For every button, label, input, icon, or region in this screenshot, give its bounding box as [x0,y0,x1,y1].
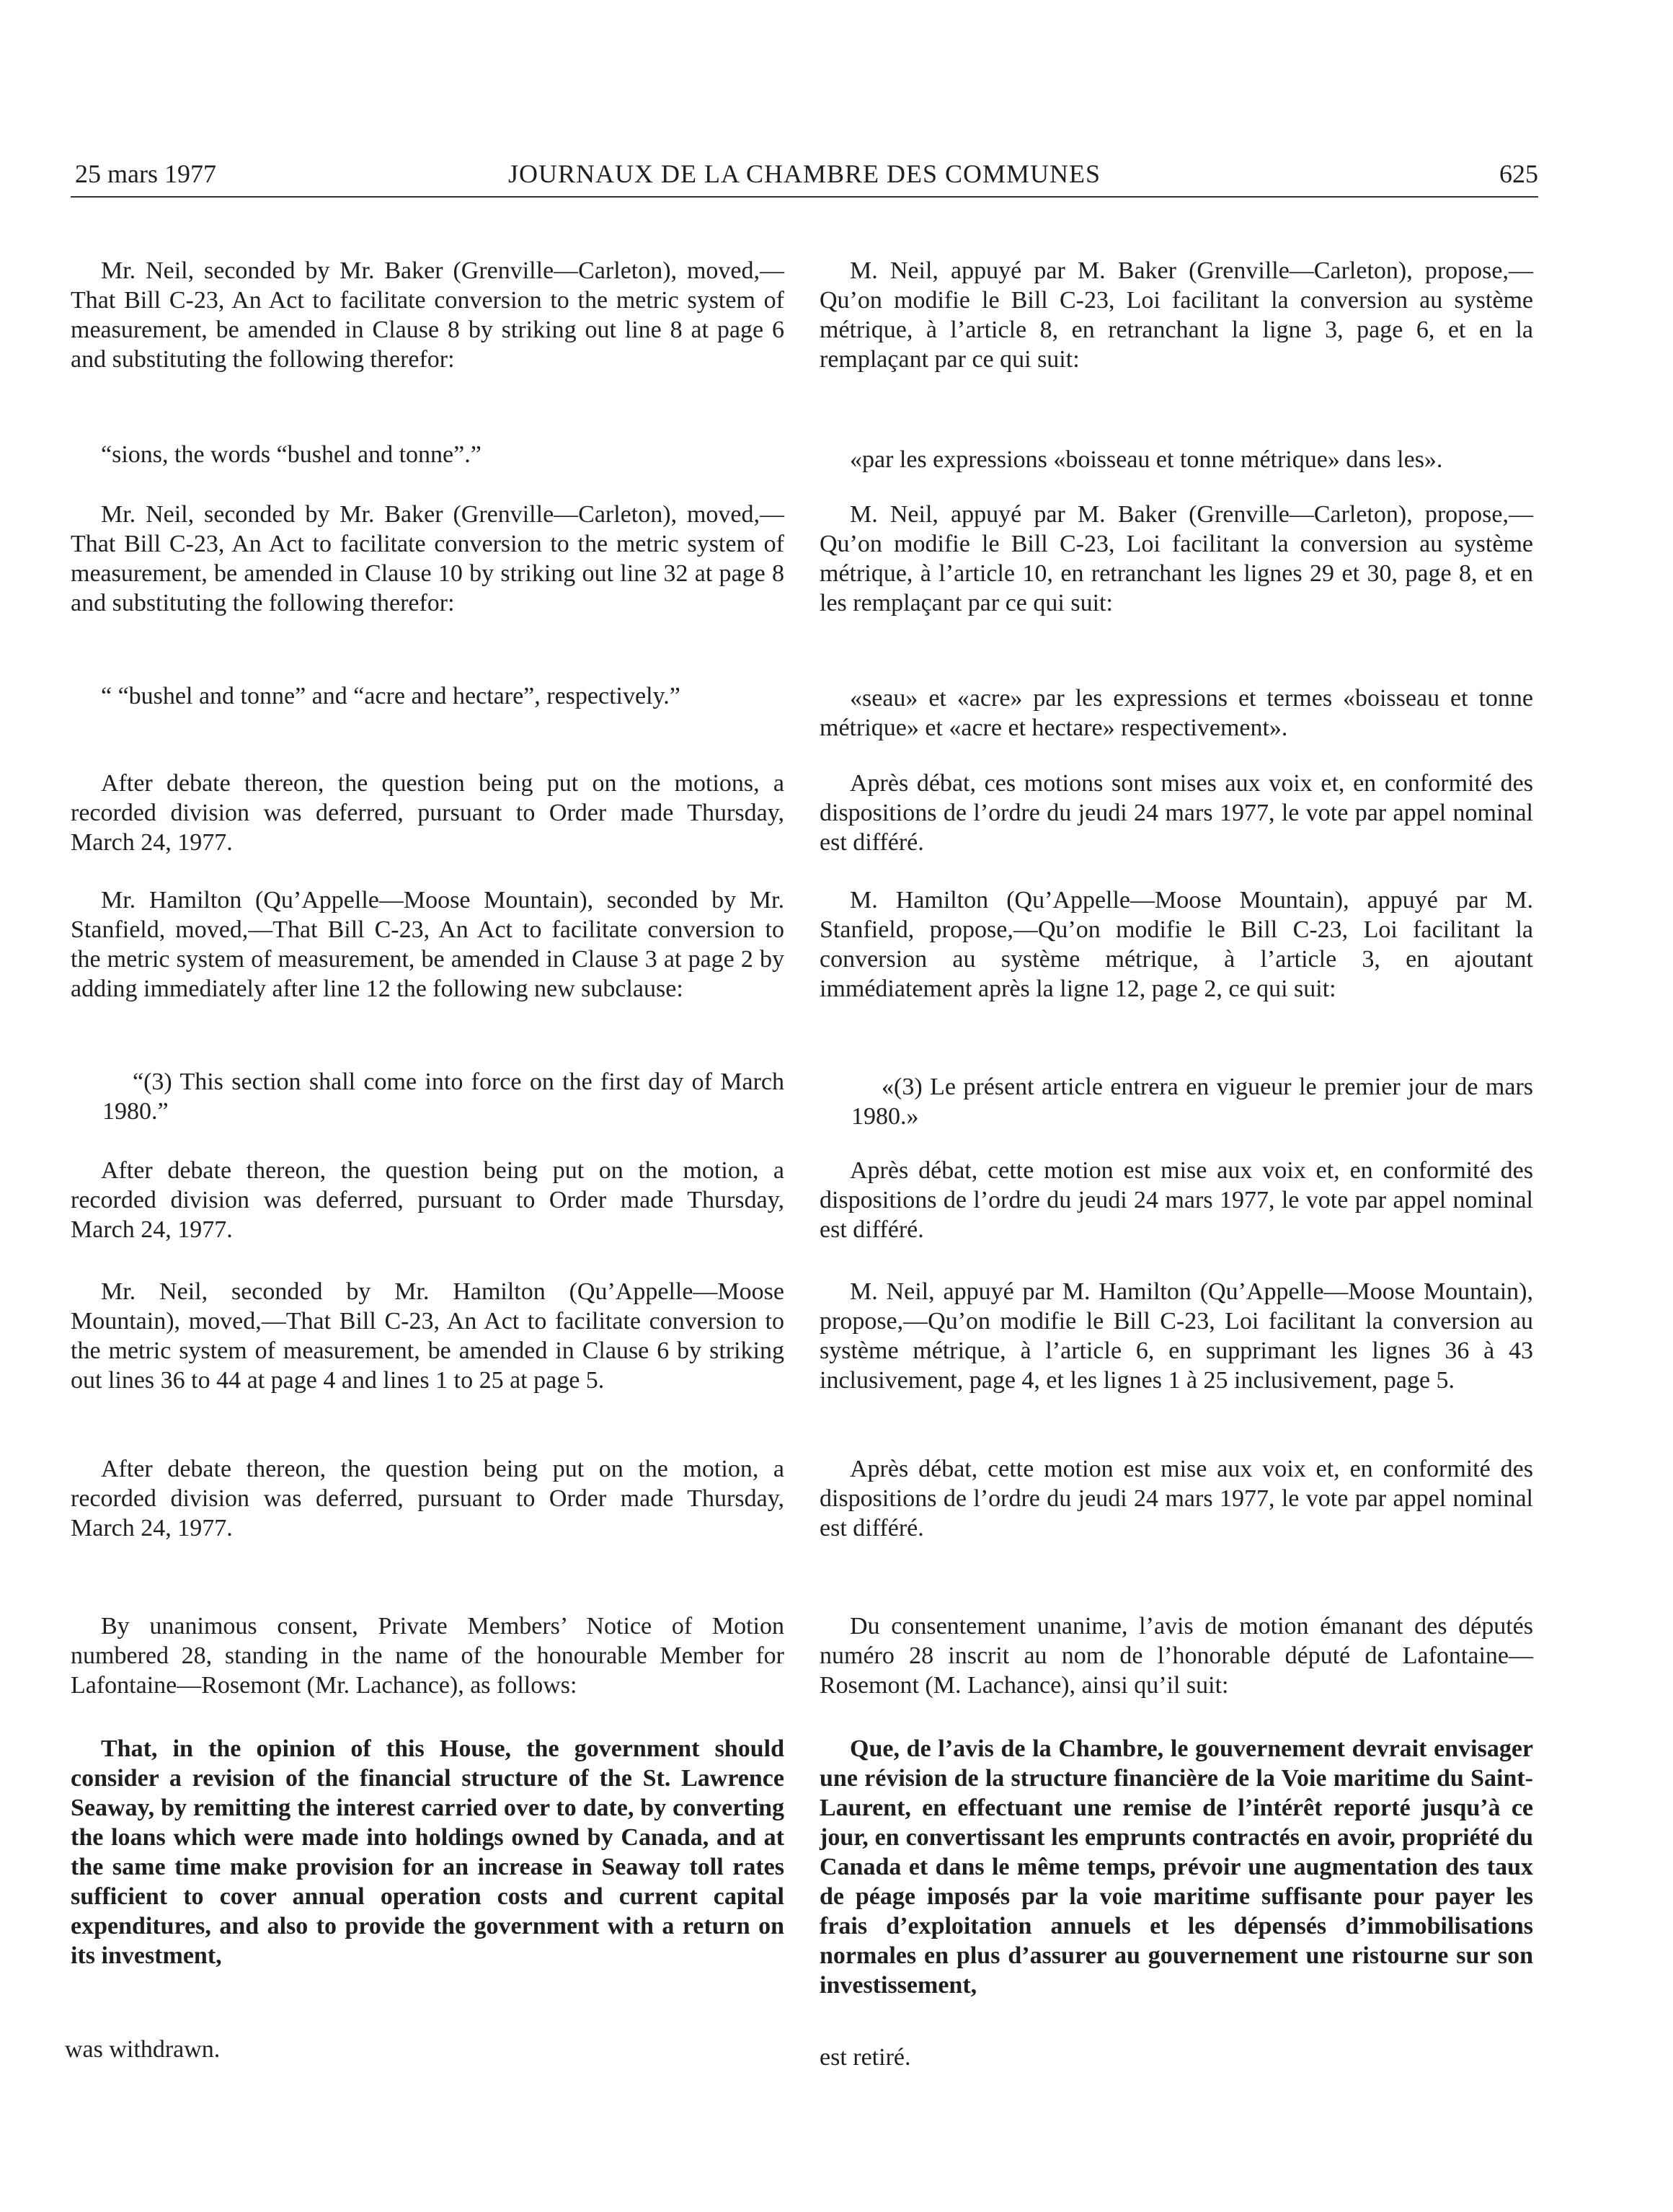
fr-deferral-3: Après débat, cette motion est mise aux voix et, en conformité des dispositions de l’ordre du jeudi 24 mars 1977, le vote par appel nominal est différé. [820,1456,1533,1541]
en-motion-clause-8: Mr. Neil, seconded by Mr. Baker (Grenville—Carleton), moved,—That Bill C-23, An Act to facilitate conversion to the metric system of measurement, be amended in Clause 8 by striking out line 8 at page 6 and substituting the following therefor: [71,257,784,373]
en-motion-clause-3: Mr. Hamilton (Qu’Appelle—Moose Mountain), seconded by Mr. Stanfield, moved,—That Bill C-23, An Act to facilitate conversion to the metric system of measurement, be amended in Clause 3 at page 2 by adding immediately after line 12 the following new subclause: [71,887,784,1002]
fr-motion-article-3: M. Hamilton (Qu’Appelle—Moose Mountain), appuyé par M. Stanfield, propose,—Qu’on modifie le Bill C-23, Loi facilitant la conversion au système métrique, à l’article 3, en ajoutant immédiatement après la ligne 12, page 2, ce qui suit: [820,887,1533,1002]
en-motion-clause-6: Mr. Neil, seconded by Mr. Hamilton (Qu’Appelle—Moose Mountain), moved,—That Bill C-23, An Act to facilitate conversion to the metric system of measurement, be amended in Clause 6 by striking out lines 36 to 44 at page 4 and lines 1 to 25 at page 5. [71,1278,784,1394]
fr-amendment-text-1: «par les expressions «boisseau et tonne métrique» dans les». [850,446,1443,473]
en-notice-of-motion: That, in the opinion of this House, the government should consider a revision of the financial structure of the St. Lawrence Seaway, by remitting the interest carried over to date, by converting the loans which were made into holdings owned by Canada, and at the same time make provision for an increase in Seaway toll rates sufficient to cover annual operation costs and current capital expenditures, and also to provide the government with a return on its investment, [71,1735,784,1969]
fr-amendment-text-2: «seau» et «acre» par les expressions et termes «boisseau et tonne métrique» et «acre et hectare» respectivement». [820,685,1533,741]
fr-withdrawn: est retiré. [820,2044,911,2071]
en-deferral-3: After debate thereon, the question being put on the motion, a recorded division was deferred, pursuant to Order made Thursday, March 24, 1977. [71,1456,784,1541]
fr-motion-article-8: M. Neil, appuyé par M. Baker (Grenville—Carleton), propose,—Qu’on modifie le Bill C-23, Loi facilitant la conversion au système métrique, à l’article 8, en retranchant la ligne 3, page 6, et en la remplaçant par ce qui suit: [820,257,1533,373]
fr-deferral-2: Après débat, cette motion est mise aux voix et, en conformité des dispositions de l’ordre du jeudi 24 mars 1977, le vote par appel nominal est différé. [820,1157,1533,1243]
header-date: 25 mars 1977 [75,159,216,188]
en-motion-clause-10: Mr. Neil, seconded by Mr. Baker (Grenville—Carleton), moved,—That Bill C-23, An Act to facilitate conversion to the metric system of measurement, be amended in Clause 10 by striking out line 32 at page 8 and substituting the following therefor: [71,501,784,616]
journal-title: JOURNAUX DE LA CHAMBRE DES COMMUNES [507,159,1101,188]
en-subclause-text: “(3) This section shall come into force on the first day of March 1980.” [102,1069,784,1125]
page-header [71,156,1538,198]
fr-unanimous-consent: Du consentement unanime, l’avis de motion émanant des députés numéro 28 inscrit au nom de l’honorable député de Lafontaine—Rosemont (M. Lachance), ainsi qu’il suit: [820,1613,1533,1699]
en-amendment-text-2: “ “bushel and tonne” and “acre and hectare”, respectively.” [101,683,680,709]
page-number: 625 [1499,159,1538,188]
fr-motion-article-6: M. Neil, appuyé par M. Hamilton (Qu’Appelle—Moose Mountain), propose,—Qu’on modifie le Bill C-23, Loi facilitant la conversion au système métrique, à l’article 6, en supprimant les lignes 36 à 43 inclusivement, page 4, et les lignes 1 à 25 inclusivement, page 5. [820,1278,1533,1394]
fr-notice-of-motion: Que, de l’avis de la Chambre, le gouvernement devrait envisager une révision de la structure financière de la Voie maritime du Saint-Laurent, en effectuant une remise de l’intérêt reporté jusqu’à ce jour, en convertissant les emprunts contractés en avoir, propriété du Canada et dans le même temps, prévoir une augmentation des taux de péage imposés par la voie maritime suffisante pour payer les frais d’exploitation annuels et les dépensés d’immobilisations normales en plus d’assurer au gouvernement une ristourne sur son investissement, [820,1735,1533,1999]
en-unanimous-consent: By unanimous consent, Private Members’ Notice of Motion numbered 28, standing in the name of the honourable Member for Lafontaine—Rosemont (Mr. Lachance), as follows: [71,1613,784,1699]
en-deferral-2: After debate thereon, the question being put on the motion, a recorded division was deferred, pursuant to Order made Thursday, March 24, 1977. [71,1157,784,1243]
en-deferral-1: After debate thereon, the question being put on the motions, a recorded division was deferred, pursuant to Order made Thursday, March 24, 1977. [71,770,784,856]
fr-motion-article-10: M. Neil, appuyé par M. Baker (Grenville—Carleton), propose,—Qu’on modifie le Bill C-23, Loi facilitant la conversion au système métrique, à l’article 10, en retranchant les lignes 29 et 30, page 8, et en les remplaçant par ce qui suit: [820,501,1533,616]
fr-deferral-1: Après débat, ces motions sont mises aux voix et, en conformité des dispositions de l’ordre du jeudi 24 mars 1977, le vote par appel nominal est différé. [820,770,1533,856]
en-amendment-text-1: “sions, the words “bushel and tonne”.” [101,441,482,468]
fr-subclause-text: «(3) Le présent article entrera en vigueur le premier jour de mars 1980.» [851,1074,1533,1130]
en-withdrawn: was withdrawn. [65,2036,221,2063]
